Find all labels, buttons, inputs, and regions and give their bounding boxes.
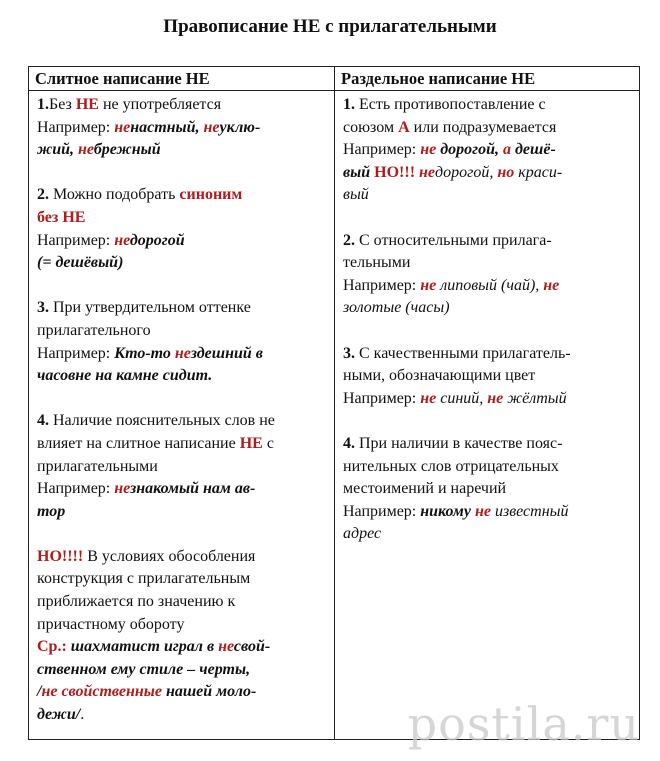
table-header-row bbox=[29, 67, 640, 91]
rule-left-4: 4. Наличие пояснительных слов не влияет на слитное написание НЕ с прилагательными Например: незнакомый нам ав- тор bbox=[37, 412, 275, 520]
rule-left-2: 2. Можно подобрать синоним без НЕ Например: недорогой (= дешёвый) bbox=[37, 186, 243, 272]
watermark: postila.ru bbox=[407, 697, 640, 751]
page-title: Правописание НЕ с прилагательными bbox=[163, 16, 497, 37]
merged-spelling-cell bbox=[29, 91, 335, 740]
rule-left-1: 1.Без НЕ не употребляется Например: ненастный, неуклю- жий, небрежный bbox=[37, 96, 261, 159]
rules-table bbox=[28, 66, 640, 740]
separate-spelling-cell bbox=[335, 91, 640, 740]
rule-left-exception: НО!!!! В условиях обособления конструкция с прилагательным приближается по значению к причастному обороту Ср.: шахматист играл в несвой- ственном ему стиле – черты, /не свойственные нашей моло- дежи/. bbox=[37, 547, 271, 724]
rule-right-1: 1. Есть противопоставление с союзом А или подразумевается Например: не дорогой, а дешё- вый НО!!! недорогой, но краси- вый bbox=[343, 96, 563, 204]
rule-left-3: 3. При утвердительном оттенке прилагательного Например: Кто-то нездешний в часовне на камне сидит. bbox=[37, 299, 263, 385]
table-row bbox=[29, 91, 640, 740]
rule-right-2: 2. С относительными прилага- тельными Например: не липовый (чай), не золотые (часы) bbox=[343, 231, 560, 317]
rule-right-3: 3. С качественными прилагатель- ными, обозначающими цвет Например: не синий, не жёлтый bbox=[343, 344, 571, 407]
header-separate-spelling: Раздельное написание НЕ bbox=[335, 67, 640, 91]
header-merged-spelling: Слитное написание НЕ bbox=[29, 67, 335, 91]
rule-right-4: 4. При наличии в качестве пояс- нительных слов отрицательных местоимений и наречий Например: никому не известный адрес bbox=[343, 434, 569, 543]
